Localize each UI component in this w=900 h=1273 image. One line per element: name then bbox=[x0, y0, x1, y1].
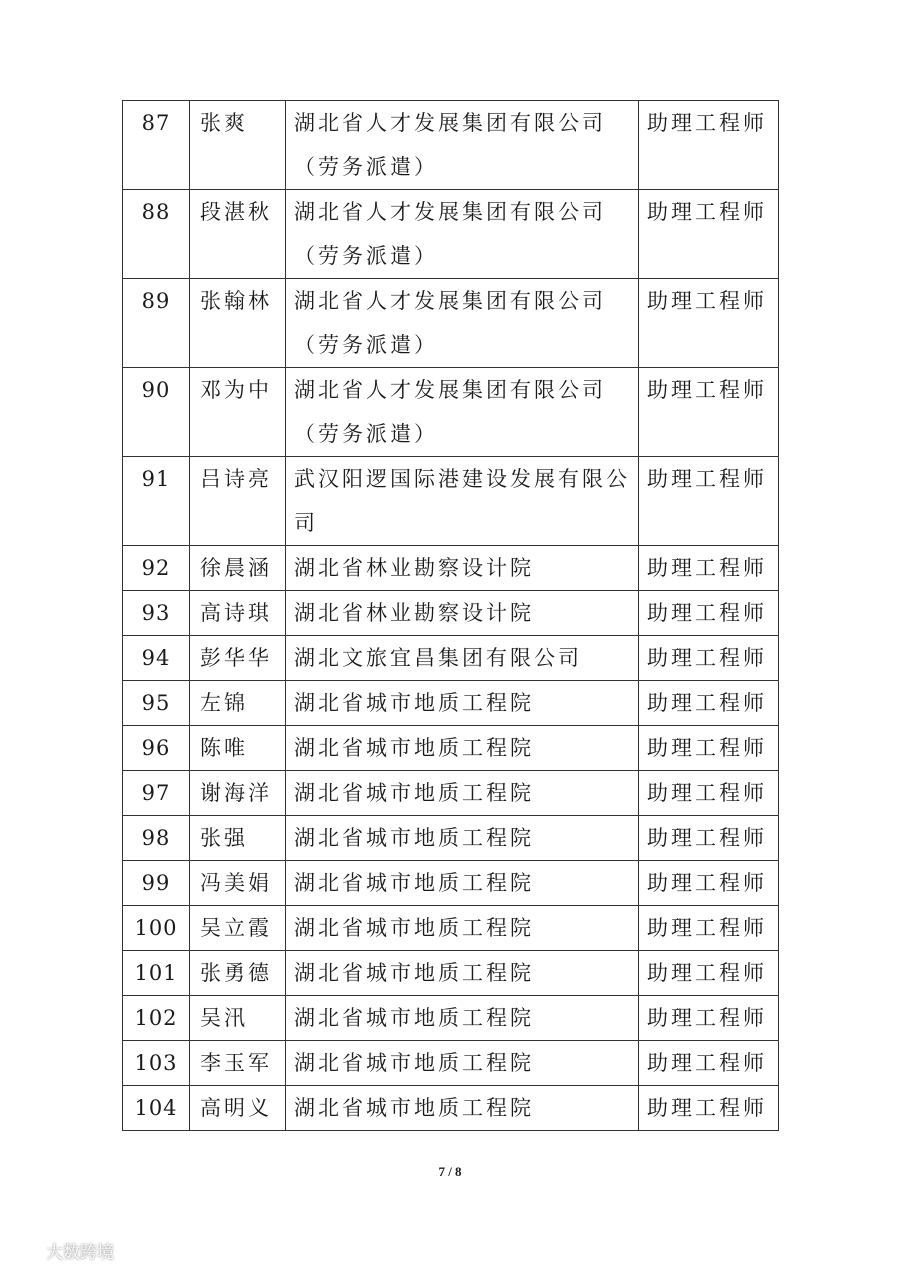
table-row bbox=[123, 951, 779, 996]
job-title: 助理工程师 bbox=[639, 368, 779, 457]
job-title: 助理工程师 bbox=[639, 101, 779, 190]
organization: 湖北省城市地质工程院 bbox=[286, 726, 639, 771]
organization: 湖北省人才发展集团有限公司（劳务派遣） bbox=[286, 279, 639, 368]
table-row bbox=[123, 457, 779, 546]
organization: 湖北省林业勘察设计院 bbox=[286, 546, 639, 591]
person-name: 吴汛 bbox=[190, 996, 286, 1041]
personnel-table bbox=[122, 100, 779, 1131]
person-name: 徐晨涵 bbox=[190, 546, 286, 591]
person-name: 高明义 bbox=[190, 1086, 286, 1131]
job-title: 助理工程师 bbox=[639, 190, 779, 279]
table-row bbox=[123, 636, 779, 681]
job-title: 助理工程师 bbox=[639, 951, 779, 996]
person-name: 吕诗亮 bbox=[190, 457, 286, 546]
organization: 武汉阳逻国际港建设发展有限公司 bbox=[286, 457, 639, 546]
job-title: 助理工程师 bbox=[639, 546, 779, 591]
job-title: 助理工程师 bbox=[639, 906, 779, 951]
person-name: 彭华华 bbox=[190, 636, 286, 681]
organization: 湖北省城市地质工程院 bbox=[286, 1086, 639, 1131]
watermark bbox=[6, 1238, 114, 1263]
organization: 湖北省城市地质工程院 bbox=[286, 681, 639, 726]
row-number: 88 bbox=[123, 190, 190, 279]
row-number: 98 bbox=[123, 816, 190, 861]
table-row bbox=[123, 1086, 779, 1131]
row-number: 92 bbox=[123, 546, 190, 591]
table-row bbox=[123, 861, 779, 906]
row-number: 102 bbox=[123, 996, 190, 1041]
table-row bbox=[123, 1041, 779, 1086]
person-name: 吴立霞 bbox=[190, 906, 286, 951]
row-number: 94 bbox=[123, 636, 190, 681]
table-row bbox=[123, 816, 779, 861]
organization: 湖北省城市地质工程院 bbox=[286, 996, 639, 1041]
person-name: 冯美娟 bbox=[190, 861, 286, 906]
table-body bbox=[123, 101, 779, 1131]
person-name: 张翰林 bbox=[190, 279, 286, 368]
row-number: 96 bbox=[123, 726, 190, 771]
organization: 湖北省城市地质工程院 bbox=[286, 771, 639, 816]
table-row bbox=[123, 368, 779, 457]
row-number: 97 bbox=[123, 771, 190, 816]
row-number: 93 bbox=[123, 591, 190, 636]
person-name: 左锦 bbox=[190, 681, 286, 726]
row-number: 104 bbox=[123, 1086, 190, 1131]
row-number: 91 bbox=[123, 457, 190, 546]
organization: 湖北省人才发展集团有限公司（劳务派遣） bbox=[286, 190, 639, 279]
person-name: 谢海洋 bbox=[190, 771, 286, 816]
job-title: 助理工程师 bbox=[639, 457, 779, 546]
table-row bbox=[123, 190, 779, 279]
job-title: 助理工程师 bbox=[639, 636, 779, 681]
job-title: 助理工程师 bbox=[639, 726, 779, 771]
page-number: 7 / 8 bbox=[438, 1164, 462, 1179]
table-row bbox=[123, 591, 779, 636]
watermark-text: 大数跨境 bbox=[46, 1243, 114, 1262]
row-number: 90 bbox=[123, 368, 190, 457]
table-row bbox=[123, 996, 779, 1041]
person-name: 李玉军 bbox=[190, 1041, 286, 1086]
person-name: 陈唯 bbox=[190, 726, 286, 771]
organization: 湖北文旅宜昌集团有限公司 bbox=[286, 636, 639, 681]
organization: 湖北省城市地质工程院 bbox=[286, 861, 639, 906]
organization: 湖北省城市地质工程院 bbox=[286, 951, 639, 996]
job-title: 助理工程师 bbox=[639, 681, 779, 726]
table-row bbox=[123, 101, 779, 190]
person-name: 张勇德 bbox=[190, 951, 286, 996]
job-title: 助理工程师 bbox=[639, 1086, 779, 1131]
person-name: 张强 bbox=[190, 816, 286, 861]
table-row bbox=[123, 771, 779, 816]
row-number: 100 bbox=[123, 906, 190, 951]
job-title: 助理工程师 bbox=[639, 591, 779, 636]
table-row bbox=[123, 546, 779, 591]
job-title: 助理工程师 bbox=[639, 861, 779, 906]
organization: 湖北省人才发展集团有限公司（劳务派遣） bbox=[286, 368, 639, 457]
organization: 湖北省城市地质工程院 bbox=[286, 1041, 639, 1086]
person-name: 张爽 bbox=[190, 101, 286, 190]
table-row bbox=[123, 906, 779, 951]
row-number: 87 bbox=[123, 101, 190, 190]
table-row bbox=[123, 279, 779, 368]
person-name: 高诗琪 bbox=[190, 591, 286, 636]
job-title: 助理工程师 bbox=[639, 771, 779, 816]
row-number: 103 bbox=[123, 1041, 190, 1086]
job-title: 助理工程师 bbox=[639, 279, 779, 368]
organization: 湖北省城市地质工程院 bbox=[286, 816, 639, 861]
person-name: 段湛秋 bbox=[190, 190, 286, 279]
row-number: 101 bbox=[123, 951, 190, 996]
job-title: 助理工程师 bbox=[639, 996, 779, 1041]
job-title: 助理工程师 bbox=[639, 1041, 779, 1086]
organization: 湖北省林业勘察设计院 bbox=[286, 591, 639, 636]
job-title: 助理工程师 bbox=[639, 816, 779, 861]
brand-logo-icon bbox=[6, 1240, 40, 1262]
table-row bbox=[123, 726, 779, 771]
row-number: 99 bbox=[123, 861, 190, 906]
organization: 湖北省城市地质工程院 bbox=[286, 906, 639, 951]
row-number: 89 bbox=[123, 279, 190, 368]
person-name: 邓为中 bbox=[190, 368, 286, 457]
organization: 湖北省人才发展集团有限公司（劳务派遣） bbox=[286, 101, 639, 190]
row-number: 95 bbox=[123, 681, 190, 726]
table-row bbox=[123, 681, 779, 726]
